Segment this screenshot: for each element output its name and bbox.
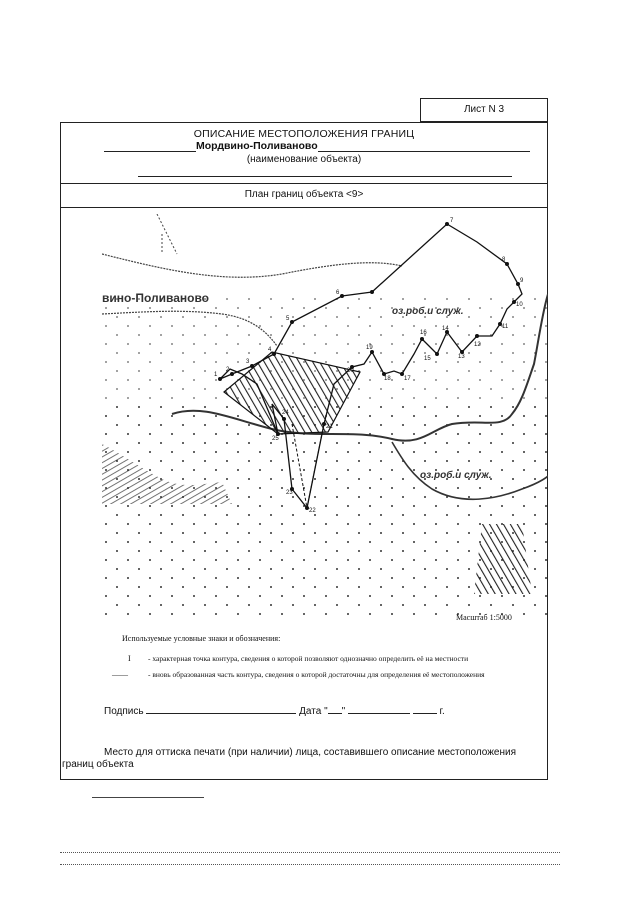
date-month-field[interactable] [348,704,410,714]
underline-right [318,141,530,152]
map-label-building-2: оз.роб.и служ. [420,470,492,481]
date-year-suffix: г. [439,706,445,717]
svg-text:14: 14 [442,326,449,332]
map-label-building-1: оз.роб.и служ. [392,306,464,317]
title-underline [138,176,512,177]
date-quote: " [341,706,346,717]
stamp-note [62,747,532,771]
underline-left [104,141,196,152]
map-label-village: вино-Поливаново [102,291,210,305]
sheet-number-box [420,98,548,122]
svg-text:7: 7 [450,218,454,224]
date-year-field[interactable] [413,704,437,714]
road-north [157,214,177,254]
svg-text:12: 12 [474,342,481,348]
sheet-number: Лист N 3 [463,104,505,115]
legend-point-text: - характерная точка контура, сведения о которой позволяют однозначно определить её на местности [148,654,469,663]
dotted-line-2 [60,864,560,865]
stamp-text: Место для оттиска печати (при наличии) лица, составившего описание местоположения границ объекта [62,747,517,770]
svg-text:6: 6 [336,290,340,296]
svg-text:23: 23 [286,490,293,496]
svg-text:15: 15 [424,356,431,362]
svg-text:2: 2 [226,367,230,373]
footnote-rule [92,797,204,798]
legend-line-text: - вновь образованная часть контура, сведения о которой достаточны для определения её местоположения [148,670,485,679]
signature-row [104,704,445,717]
object-name: Мордвино-Поливаново [196,140,318,152]
svg-text:5: 5 [286,316,290,322]
legend-line-symbol: —— [112,670,128,679]
svg-text:20: 20 [347,368,354,374]
svg-text:10: 10 [516,302,523,308]
svg-text:1: 1 [214,372,218,378]
object-name-row [104,140,544,152]
road-upper [102,254,402,277]
signature-field[interactable] [146,704,296,714]
svg-text:24: 24 [282,410,289,416]
svg-text:22: 22 [309,508,316,514]
svg-text:9: 9 [520,278,524,284]
svg-text:4: 4 [268,347,272,353]
legend-point-symbol: I [128,654,131,663]
hatched-area-lower-right [474,524,532,594]
svg-text:3: 3 [246,359,250,365]
divider-top [60,183,548,184]
svg-text:17: 17 [404,376,411,382]
svg-text:18: 18 [384,376,391,382]
svg-text:19: 19 [366,345,373,351]
svg-text:21: 21 [326,424,333,430]
map-scale: Масштаб 1:5000 [456,613,512,622]
svg-text:13: 13 [458,354,465,360]
divider-plan [60,207,548,208]
dotted-line-1 [60,852,560,853]
date-label: Дата " [299,706,328,717]
document-title: ОПИСАНИЕ МЕСТОПОЛОЖЕНИЯ ГРАНИЦ [193,128,415,140]
plan-title: План границ объекта <9> [244,189,364,200]
svg-text:8: 8 [502,257,506,263]
svg-text:16: 16 [420,330,427,336]
boundary-plan-map [102,214,548,620]
legend-heading: Используемые условные знаки и обозначения: [122,634,281,643]
svg-text:11: 11 [502,324,509,330]
object-name-note: (наименование объекта) [246,154,362,165]
date-day-field[interactable] [328,704,342,714]
svg-text:25: 25 [272,436,279,442]
signature-label: Подпись [104,706,144,717]
